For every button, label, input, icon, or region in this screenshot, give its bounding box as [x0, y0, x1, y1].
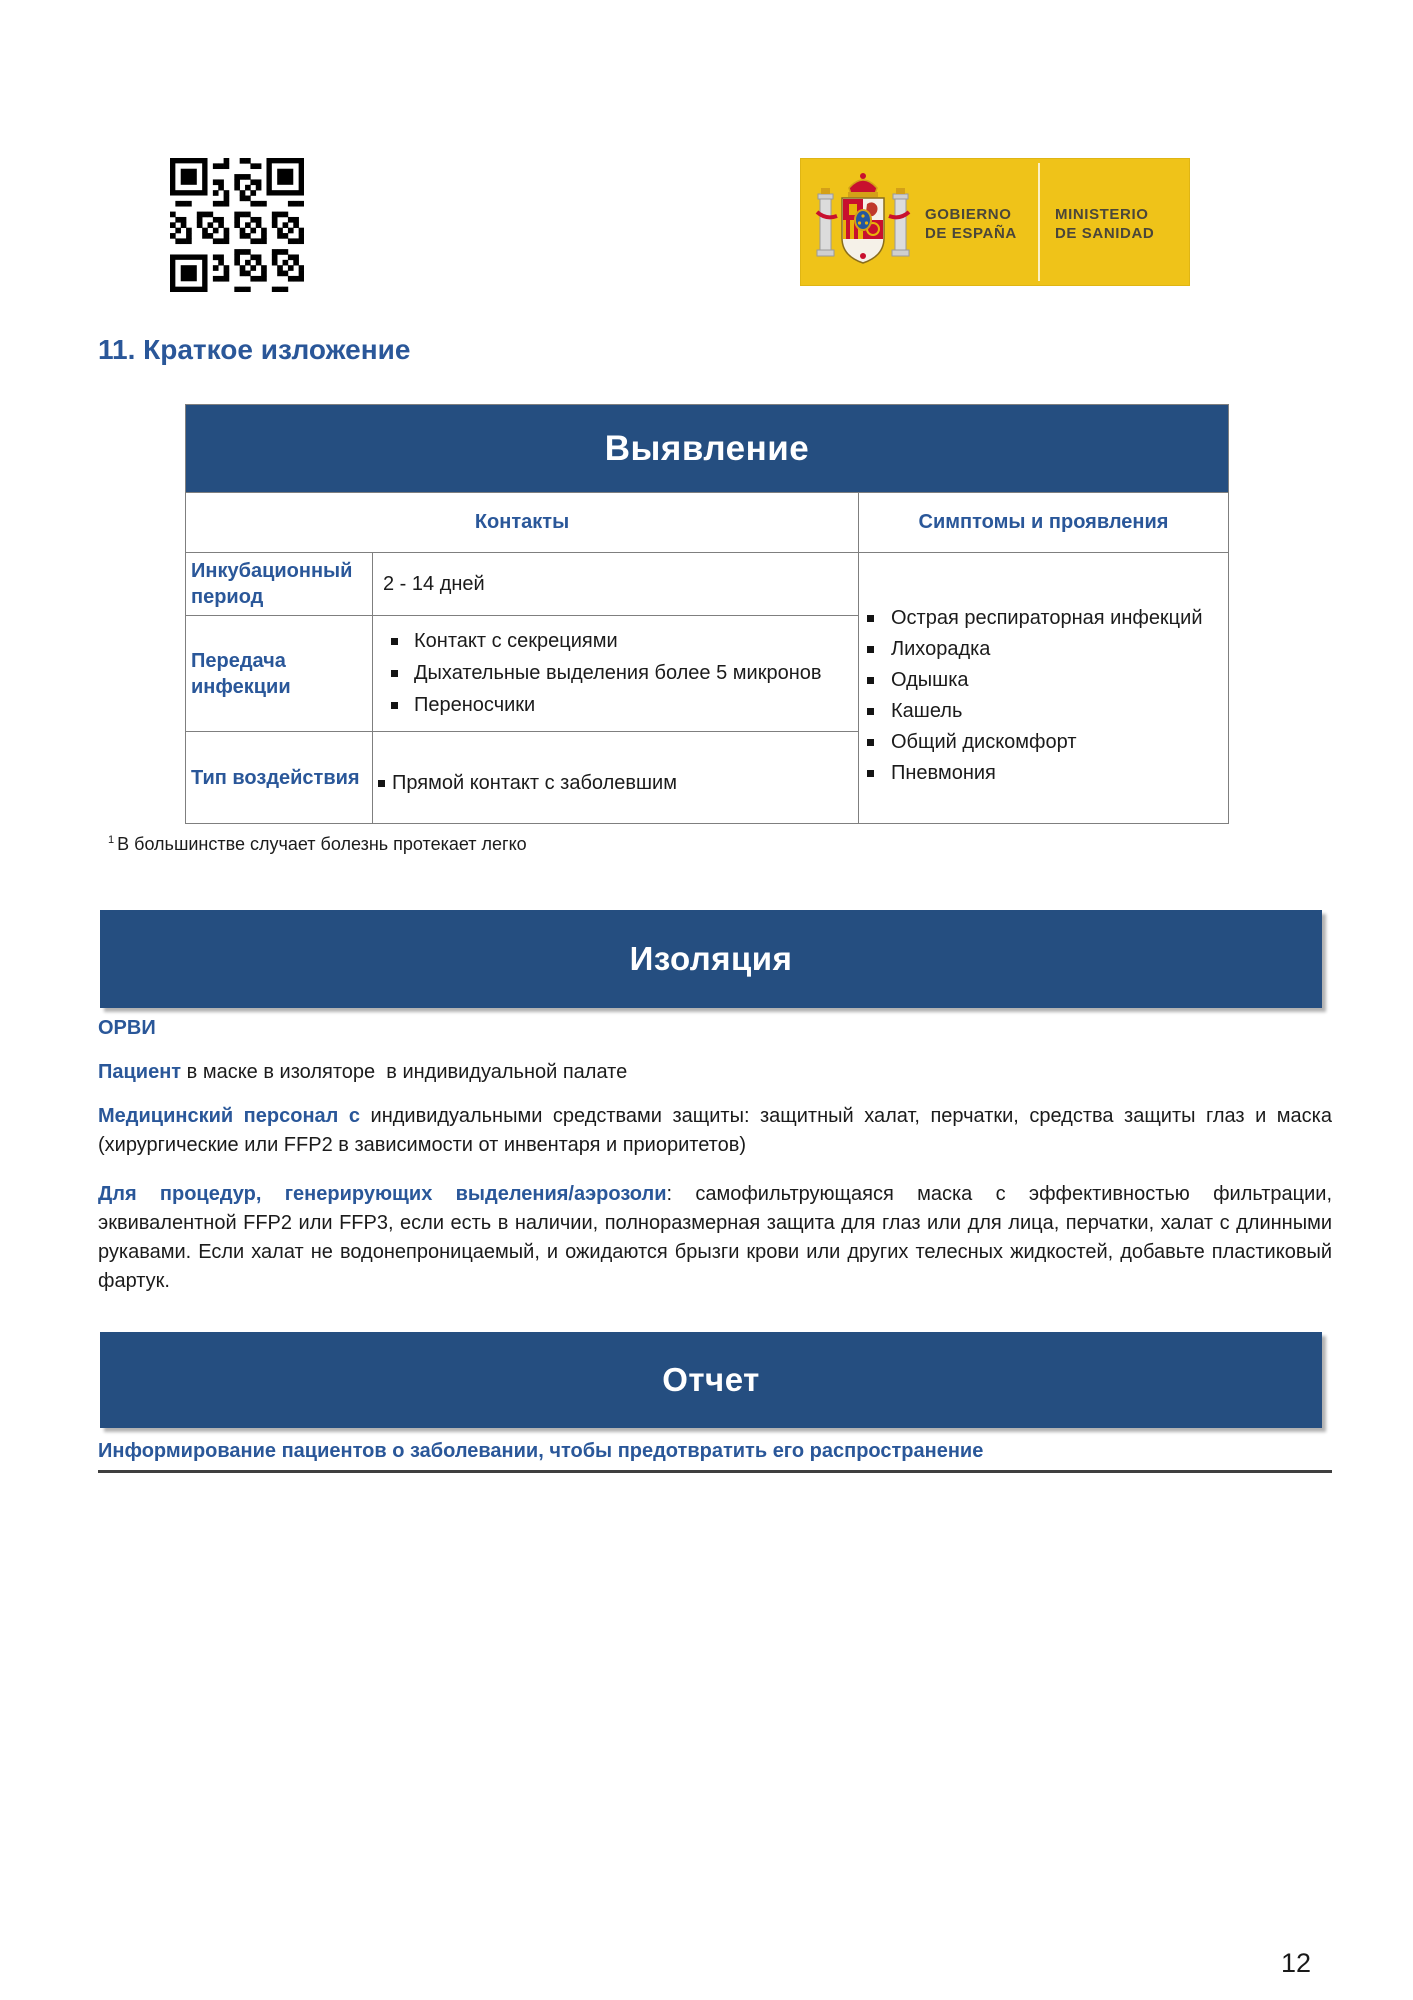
report-banner: Отчет: [100, 1332, 1322, 1428]
logo-government-line1: GOBIERNO: [925, 206, 1012, 223]
bullet-square-icon: [867, 770, 874, 777]
bullet-item: [391, 658, 857, 690]
paragraph-aerosol-lead: Для процедур, генерирующих выделения/аэрозоли: [98, 1183, 667, 1205]
bullet-item: [867, 727, 1228, 758]
bullet-text: Прямой контакт с заболевшим: [392, 772, 677, 794]
transmission-list: [373, 616, 859, 732]
bullet-text: Контакт с секрециями: [414, 630, 618, 652]
logo-ministry-line2: DE SANIDAD: [1055, 225, 1155, 242]
isolation-text-block: [98, 1014, 1332, 1311]
crown: [848, 173, 878, 197]
page-number: 12: [1281, 1948, 1312, 1978]
bullet-text: Общий дискомфорт: [891, 731, 1077, 753]
logo-government-text: [925, 205, 1017, 243]
bullet-item: [391, 690, 857, 722]
bullet-item: [378, 769, 858, 799]
paragraph-aerosol-text: : самофильтрующаяся маска с эффективностью фильтрации, эквивалентной FFP2 или FFP3, если есть в наличии, полноразмерная защита для глаз или для лица, перчатки, халат с длинными рукавами. Если халат не водонепроницаемый, и ожидаются брызги крови или других телесных жидкостей, добавьте пластиковый фартук.: [98, 1183, 1332, 1292]
column-header-contacts: Контакты: [186, 493, 859, 553]
bullet-square-icon: [867, 677, 874, 684]
logo-divider: [1038, 163, 1040, 281]
logo-ministry-text: [1055, 205, 1154, 243]
detection-table: [185, 404, 1229, 824]
bullet-text: Острая респираторная инфекций: [891, 607, 1203, 629]
logo-government-line2: DE ESPAÑA: [925, 225, 1017, 242]
bullet-text: Переносчики: [414, 694, 536, 716]
footnote-text: В большинстве случает болезнь протекает легко: [117, 834, 527, 854]
bullet-text: Дыхательные выделения более 5 микронов: [414, 662, 822, 684]
paragraph-staff-text: индивидуальными средствами защиты: защитный халат, перчатки, средства защиты глаз и маска (хирургические или FFP2 в зависимости от инвентаря и приоритетов): [98, 1105, 1332, 1156]
paragraph-patient: [98, 1058, 1332, 1087]
bullet-square-icon: [391, 638, 398, 645]
table-footnote: [108, 834, 527, 855]
row-label-transmission: Передача инфекции: [186, 616, 373, 732]
bullet-square-icon: [391, 702, 398, 709]
bullet-item: [867, 634, 1228, 665]
bullet-item: [867, 603, 1228, 634]
bullet-text: Лихорадка: [891, 638, 991, 660]
bullet-square-icon: [391, 670, 398, 677]
footnote-marker: 1: [108, 834, 115, 846]
exposure-list: [373, 732, 859, 824]
bullet-square-icon: [867, 646, 874, 653]
paragraph-patient-text: в маске в изоляторе в индивидуальной палате: [181, 1061, 628, 1083]
paragraph-aerosol: [98, 1180, 1332, 1296]
table-title-banner: Выявление: [186, 405, 1229, 493]
row-label-exposure: Тип воздействия: [186, 732, 373, 824]
paragraph-orvi-lead: ОРВИ: [98, 1017, 156, 1039]
bullet-square-icon: [378, 780, 385, 787]
paragraph-staff: [98, 1102, 1332, 1160]
bullet-item: [867, 665, 1228, 696]
bullet-text: Кашель: [891, 700, 963, 722]
section-heading: 11. Краткое изложение: [98, 334, 411, 365]
isolation-banner: Изоляция: [100, 910, 1322, 1008]
coat-of-arms-icon: [813, 167, 913, 279]
paragraph-orvi: [98, 1014, 1332, 1043]
report-line: Информирование пациентов о заболевании, чтобы предотвратить его распространение: [98, 1440, 984, 1462]
bullet-square-icon: [867, 615, 874, 622]
bullet-text: Одышка: [891, 669, 969, 691]
bullet-item: [391, 626, 857, 658]
bullet-item: [867, 696, 1228, 727]
bullet-square-icon: [867, 708, 874, 715]
column-header-symptoms: Симптомы и проявления: [859, 493, 1229, 553]
incubation-value: 2 - 14 дней: [373, 553, 859, 616]
detection-table-wrap: [185, 404, 1229, 824]
shield: [842, 198, 884, 263]
paragraph-patient-lead: Пациент: [98, 1061, 182, 1083]
bullet-text: Пневмония: [891, 762, 996, 784]
bullet-item: [867, 758, 1228, 789]
report-underline-rule: [98, 1470, 1332, 1473]
row-label-incubation: Инкубационный период: [186, 553, 373, 616]
paragraph-staff-lead: Медицинский персонал с: [98, 1105, 360, 1127]
government-logo: [800, 158, 1190, 286]
qr-code-svg: [170, 158, 304, 292]
logo-ministry-line1: MINISTERIO: [1055, 206, 1149, 223]
symptoms-list: [859, 553, 1229, 824]
bullet-square-icon: [867, 739, 874, 746]
